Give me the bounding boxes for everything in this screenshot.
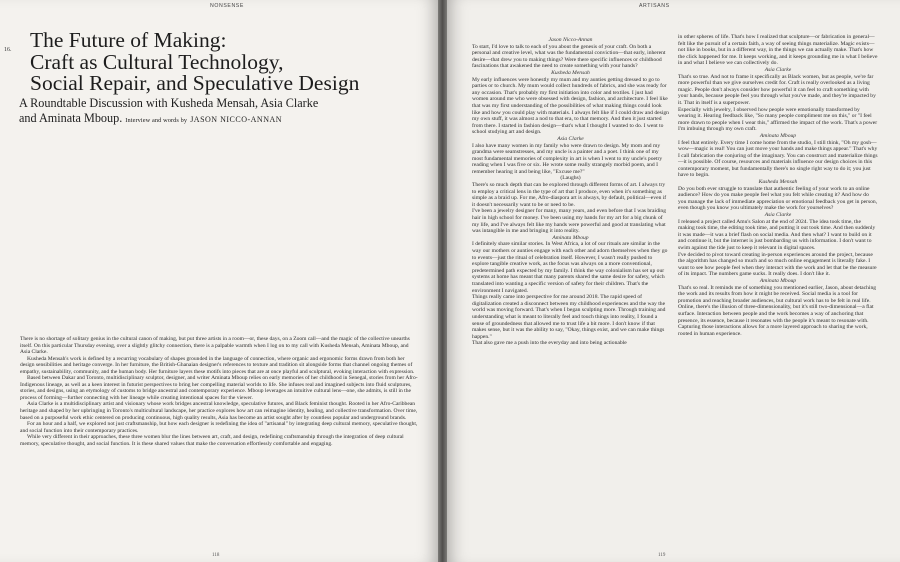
title-line: Craft as Cultural Technology, (30, 49, 284, 74)
intro-paragraph: Based between Dakar and Toronto, multidisciplinary sculptor, designer, and writer Aminata Mboup relies on early memories of her childhood in Senegal, stories from her Afro-Indigenous lineage, as well as a keen interest in futurist perspectives to bring her compelling material worlds to life. She infuses real and imagined subjects into fluid sculptures, stories, and designs, using an etymology of customs to bridge ancestral and contemporary experience. Mboup leverages an intuitive cultural lens—one, she admits, is still in the process of forming—further connecting with her lineage while creating intentional spaces for the viewer. (20, 375, 418, 401)
interview-paragraph: To start, I'd love to talk to each of you about the genesis of your craft. On both a personal and creative level, what was the fundamental conviction—that early, inherent desire—that drew you to making things? Were there specific influences or childhood fascinations that awakened the need to create something with your hands? (472, 43, 666, 70)
article-subtitle (19, 96, 419, 128)
running-head-right: ARTISANS (639, 3, 670, 9)
speaker-name: Jason Nicco-Annan (548, 37, 593, 43)
subtitle-line-with-byline (19, 111, 419, 128)
byline-name: JASON NICCO-ANNAN (190, 115, 283, 124)
interview-paragraph: I definitely share similar stories. In West Africa, a lot of our rituals are similar in the way our mothers or aunties engage with each other and adorn themselves when they go to events—just the ritual of celebration itself. However, I wasn't really pushed to explore tangible creative work, as the focus was always on a more conventional, predetermined path expected by my family. I think the way colonialism has set up our systems at home has meant that many parents shared the same desire for safety, which translated into wanting a specific version of safety for their children. That's the environment I navigated. (472, 241, 668, 294)
intro-paragraph: For an hour and a half, we explored not just craftsmanship, but how each designer is redefining the idea of "artisanal" by integrating deep cultural memory, speculative thought, and social function into their contemporary practices. (20, 421, 418, 434)
speaker-name: Aminata Mboup (552, 234, 589, 241)
interview-paragraph: in other spheres of life. That's how I realized that sculpture—or fabrication in general—felt like the pursuit of a certain faith, a way of seeing things materialize. Magic exists—not like in books, but in a different way, in the things we can actually make. That's how the click happened for me. It keeps working, and it keeps grounding me in what I believe in and what I believe we can collectively do. (678, 34, 878, 67)
speaker-name: Aminata Mboup (759, 132, 797, 139)
speaker-name: Asia Clarke (764, 66, 792, 73)
article-title (30, 30, 359, 95)
title-line: The Future of Making: (30, 28, 227, 52)
interview-paragraph: Especially with jewelry, I observed how people were emotionally transformed by wearing it. Hearing feedback like, "So many people compliment me on this," or "I feel more drawn to people when I wear this," affirmed the impact of the work. That's a power I'm imbuing through my own craft. (678, 106, 878, 133)
stage-note: (Laughs) (560, 175, 581, 182)
interview-paragraph: I released a project called Amu's Salon at the end of 2024. The idea took time, the making took time, the editing took time, and putting it out took time. And then suddenly it was made—it was a brief flash on social media. And then what? I want to build on it and continue it, but the internet is just bombarding us with information. I don't want to swim against the tide just to keep it relevant in digital spaces. (678, 218, 876, 251)
spine-gutter (438, 0, 447, 562)
speaker-name: Asia Clarke (557, 135, 584, 142)
interview-paragraph: My early influences were honestly my mum and my aunties getting dressed to go to parties or to church. My mum would collect hundreds of fabrics, and she was ready for any occasion. That's probably my first initiation into color and textiles. I just had women around me who were obsessed with design, fashion, and architecture. I feel like that was my first understanding of the possibilities of what making things could look like and how you could play with materials. I always felt like if I could draw and design my own stuff, it was almost a nod to that era, to that memory. And then it just started from there. I started in fashion design—that's what I thought I wanted to do. I went to school studying art and design. (472, 76, 669, 136)
subtitle-line: and Aminata Mboup. (19, 111, 123, 125)
subtitle-line: A Roundtable Discussion with Kusheda Mensah, Asia Clarke (19, 96, 319, 110)
intro-paragraph: While very different in their approaches, these three women blur the lines between art, craft, and design, redefining craftsmanship through the integration of deep cultural memory, speculative thought, and social function. It is these shared values that make the conversation effortlessly comfortable and engaging. (20, 434, 404, 447)
article-number: 16. (4, 47, 12, 53)
interview-paragraph: I've been a jewelry designer for many, many years, and even before that I was braiding hair in high school for money. I've been using my hands for my art for a big chunk of my life, and I've always felt like my hands were powerful and good at translating what was intangible in me and bringing it into reality. (472, 208, 667, 235)
interview-column-2 (678, 34, 878, 337)
intro-paragraph: Asia Clarke is a multidisciplinary artist and visionary whose work bridges ancestral knowledge, speculative futures, and Black feminist thought. Rooted in her Afro-Caribbean heritage and shaped by her upbringing in Toronto's multicultural landscape, her practice explores how art can reimagine identity, healing, and collective transformation. Over time, based on a purposeful work ethic centered on producing continuous, high quality results, Asia has become an artist sought after by countless popular and underground brands. (20, 401, 418, 421)
interview-paragraph: I feel that entirely. Every time I come home from the studio, I still think, "Oh my gosh—wow—magic is real! You can just move your hands and make things appear." That's why I call fabrication the conjuring of the imaginary. You can construct and materialize things—it is possible. Of course, resources and materials influence our design choices in this contemporary moment, but fundamentally there's no single right way to do it; you just have to begin. (678, 139, 878, 179)
interview-paragraph: That's so real. It reminds me of something you mentioned earlier, Jason, about detaching the work and its results from how it might be received. Social media is a tool for promotion and reaching broader audiences, but cultural work has to be felt in real life. Online, there's the illusion of three-dimensionality, but it's still two-dimensional—a flat surface. Interaction between people and the work becomes a way of anchoring that presence, its essence, because it resonates with the people it's meant to resonate with. Capturing those interactions allows for a more layered approach to sharing the work, rooted in human experience. (678, 284, 877, 337)
interview-paragraph: Things really came into perspective for me around 2018. The rapid speed of digitalization created a disconnect between my childhood experiences and the way the world was moving forward. That's when I began sculpting more. Through training and understanding what is meant to literally feel and touch things into reality, I found a sense of groundedness that allowed me to trust life a bit more. I don't know if that makes sense, but it was the ability to say, "Okay, things exist, and we can make things happen." (472, 294, 666, 340)
interview-paragraph: That also gave me a push into the everyday and into being actionable (472, 340, 627, 347)
speaker-name: Asia Clarke (764, 212, 792, 219)
running-head-left: NONSENSE (210, 3, 244, 9)
speaker-name: Aminata Mboup (759, 277, 797, 284)
intro-paragraph: Kusheda Mensah's work is defined by a recurring vocabulary of shapes grounded in the language of connection, where organic and ergonomic forms drawn from both her design sensibilities and heritage converge. In her furniture, the British-Ghanaian designer's references to texture and tradition sit alongside forms that channel ongoing themes of empathy, sustainability, community, and the human body. Her furniture layers these motifs into pieces that are at once playful and sculptural, evoking interaction with expression. (20, 355, 415, 375)
interview-paragraph: I've decided to pivot toward creating in-person experiences around the project, because the algorithm has changed so much and so much online engagement is literally fake. I want to see how people feel when they interact with the work and let that be the measure of its impact. The numbers game sucks. It really does. I don't like it. (678, 251, 877, 278)
interview-paragraph: I also have many women in my family who were drawn to design. My mom and my grandma were seamstresses, and my uncle is a painter and a poet. I think one of my most fundamental memories of complexity in art is when I went to my uncle's poetry reading when I was five or six. He wrote some really strangely morbid poem, and I remember hearing it and being like, "Excuse me?" (472, 142, 663, 175)
interview-paragraph: That's so true. And not to frame it specifically as Black women, but as people, we're far more powerful than we give ourselves credit for. Craft is really overlooked as a living magic. People don't always consider how powerful it can feel to craft something with your hands, because people feel you through what you've made, and they're impacted by it. That in itself is a superpower. (678, 73, 876, 106)
byline-prefix: Interview and words by (125, 117, 188, 124)
interview-paragraph: Do you both ever struggle to translate that authentic feeling of your work to an online audience? How do you make people feel what you felt while creating it? And how do you manage the lack of immediate appreciation or emotional feedback you get in person, even though you know you ultimately make the work for yourselves? (678, 185, 878, 212)
interview-paragraph: There's so much depth that can be explored through different forms of art. I always try to employ a critical lens in the type of art that I produce, even when it's something as simple as a braid up. For me, Afro-diaspora art is always, by default, political—even if it doesn't necessarily want to be or need to be. (472, 182, 667, 208)
intro-paragraph: There is no shortage of solitary genius in the cultural canon of making, but put three artists in a room—or, these days, on a Zoom call—and the magic of the collective unearths itself. On this particular Thursday evening, over a slightly glitchy connection, there is a palpable warmth when I log on to my call with Kusheda Mensah, Aminata Mboup, and Asia Clarke. (20, 336, 410, 356)
speaker-name: Kusheda Mensah (758, 179, 798, 186)
intro-text (20, 336, 418, 447)
interview-column-1 (472, 37, 669, 347)
left-page (0, 0, 438, 562)
speaker-name: Kusheda Mensah (551, 69, 590, 76)
page-number-left: 118 (212, 553, 220, 558)
right-page (447, 0, 900, 562)
page-number-right: 119 (658, 553, 666, 558)
title-line: Social Repair, and Speculative Design (30, 71, 360, 95)
